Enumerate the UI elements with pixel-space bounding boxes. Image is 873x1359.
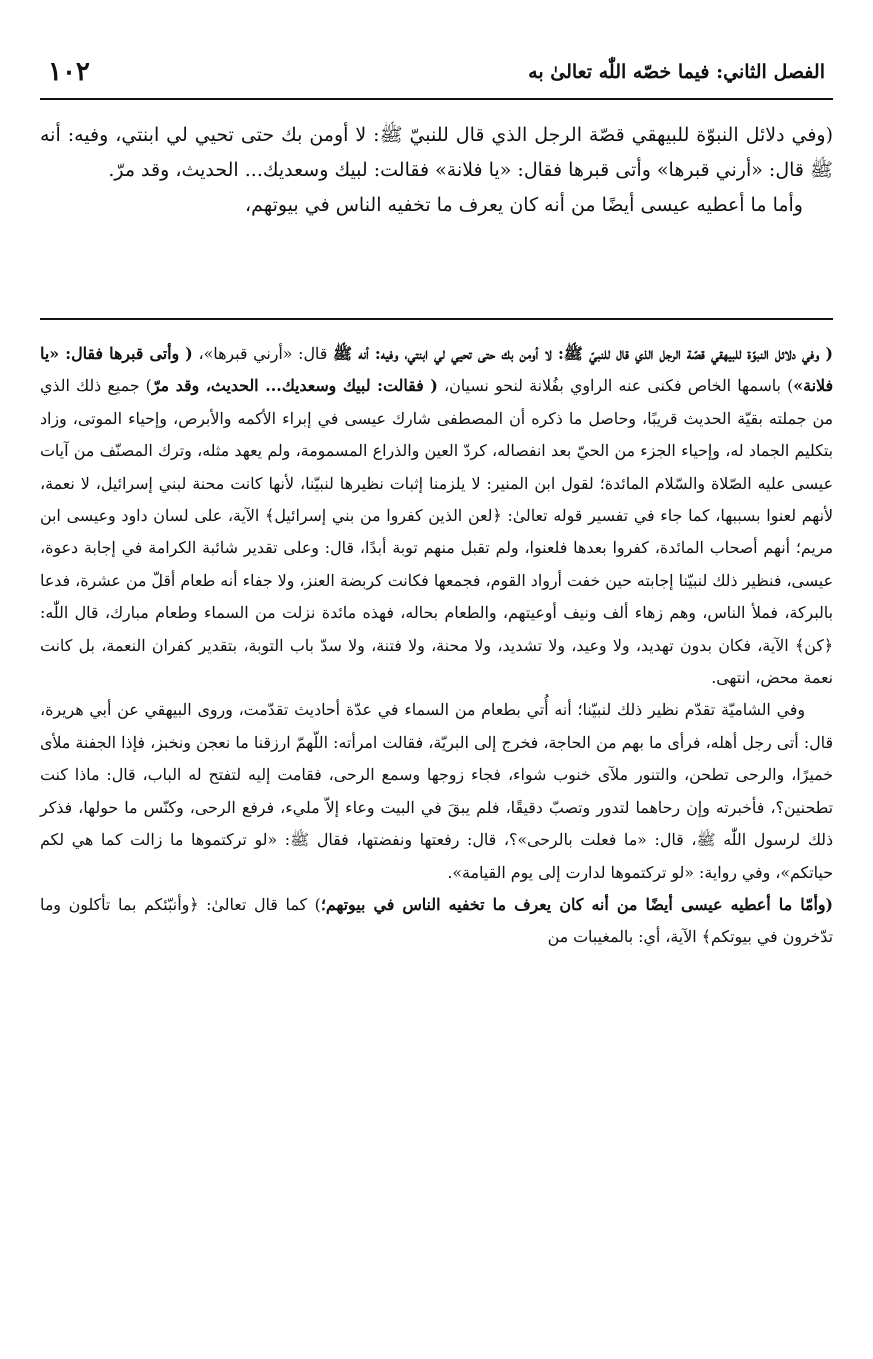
quoted-matn: ( فقالت: لبيك وسعديك... الحديث، وقد مرّ <box>151 376 438 396</box>
header-divider <box>40 98 833 100</box>
commentary-paragraph <box>40 889 833 954</box>
quoted-matn: ( وفي دلائل النبوّة للبيهقي قصّة الرجل الذي قال للنبيّ ﷺ: لا أومن بك حتى تحيي لي ابنتي، وفيه: أنه ﷺ <box>333 344 833 363</box>
commentary-paragraph: وفي الشاميّة تقدّم نظير ذلك لنبيّنا؛ أنه أُتي بطعام من السماء في عدّة أحاديث تقدّمت، وروى البيهقي عن أبي هريرة، قال: أتى رجل أهله، فرأى ما بهم من الحاجة، فخرج إلى البريّة، فقالت امرأته: اللّهمّ ارزقنا ما نعجن ونخبز، فإذا الجفنة ملأى خميرًا، والرحى تطحن، والتنور ملآى خنوب شواء، فجاء زوجها وسمع الرحى، فقامت إليه لتفتح له الباب، قال: ماذا كنت تطحنين؟، فأخبرته وإن رحاهما لتدور وتصبّ دقيقًا، فلم يبقَ في البيت وعاء إلاّ مليء، فرفع الرحى، وكنّس ما حولها، فذكر ذلك لرسول اللّٰه ﷺ، قال: «ما فعلت بالرحى»؟، قال: رفعتها ونفضتها، فقال ﷺ: «لو تركتموها ما زالت كما هي لكم حياتكم»، وفي رواية: «لو تركتموها لدارت إلى يوم القيامة». <box>40 700 833 882</box>
commentary-text-run: ) باسمها الخاص فكنى عنه الراوي بفُلانة لنحو نسيان، <box>437 376 794 396</box>
matn-paragraph: وأما ما أعطيه عيسى أيضًا من أنه كان يعرف ما تخفيه الناس في بيوتهم، <box>245 194 803 216</box>
commentary-text-run: ) كما قال تعالىٰ: ﴿وأنبّئكم بما تأكلون وما تدّخرون في بيوتكم﴾ الآية، أي: بالمغيبات من <box>40 894 833 947</box>
running-title: الفصل الثاني: فيما خصّه اللّٰه تعالىٰ به <box>528 61 825 83</box>
commentary-paragraph <box>40 338 833 694</box>
matn-text <box>40 118 833 223</box>
matn-paragraph: (وفي دلائل النبوّة للبيهقي قصّة الرجل الذي قال للنبيّ ﷺ: لا أومن بك حتى تحيي لي ابنتي، وفيه: أنه ﷺ قال: «أرني قبرها» وأتى قبرها فقال: «يا فلانة» فقالت: لبيك وسعديك... الحديث، وقد مرّ. <box>40 124 833 181</box>
page-number: ١٠٢ <box>48 57 90 87</box>
page-header <box>48 52 825 92</box>
matn-commentary-divider <box>40 318 833 320</box>
quoted-matn: ( وأتى قبرها فقال: «يا فلانة» <box>40 344 833 396</box>
commentary-text-run: قال: «أرني قبرها»، <box>192 344 334 363</box>
commentary-text <box>40 338 833 954</box>
quoted-matn: (وأمّا ما أعطيه عيسى أيضًا من أنه كان يعرف ما تخفيه الناس في بيوتهم؛ <box>320 894 833 914</box>
commentary-text-run: ) جميع ذلك الذي من جملته بقيّة الحديث قريبًا، وحاصل ما ذكره أن المصطفى شارك عيسى في إبراء الأكمه والأبرص، وإحياء الموتى، وزاد بتكليم الجماد له، وإحياء الجزء من الحيّ بعد انفصاله، كردّ العين والذراع المسمومة، ولم يعهد مثله، وترك المصنّف من آيات عيسى عليه الصّلاة والسّلام المائدة؛ لقول ابن المنير: لا يلزمنا إثبات نظيرها لنبيّنا، لأنها كانت محنة لبني إسرائيل، لا نعمة، لأنهم لعنوا بسببها، كما جاء في تفسير قوله تعالىٰ: ﴿لعن الذين كفروا من بني إسرائيل﴾ الآية، على لسان داود وعيسى ابن مريم؛ أنهم أصحاب المائدة، كفروا بعدها فلعنوا، ولم تقبل منهم توبة أبدًا، قال: وعلى تقدير شائبة الكرامة في إجابة دعوة، عيسى، فنظير ذلك لنبيّنا إجابته حين خفت أرواد القوم، فجمعها فكانت كربضة العنز، ولا جفاء أنه طعام أقلّ من عشرة، فدعا بالبركة، فملأ الناس، وهم زهاء ألف ونيف أوعيتهم، والطعام بحاله، فهذه مائدة نزلت من السماء وطعام مبارك، قال اللّٰه: ﴿كن﴾ الآية، فكان بدون تهديد، ولا وعيد، ولا تشديد، ولا محنة، ولا فتنة، ولا سدّ باب التوبة، بتقدير كفران النعمة، بل كانت نعمة محض، انتهى. <box>40 376 833 688</box>
